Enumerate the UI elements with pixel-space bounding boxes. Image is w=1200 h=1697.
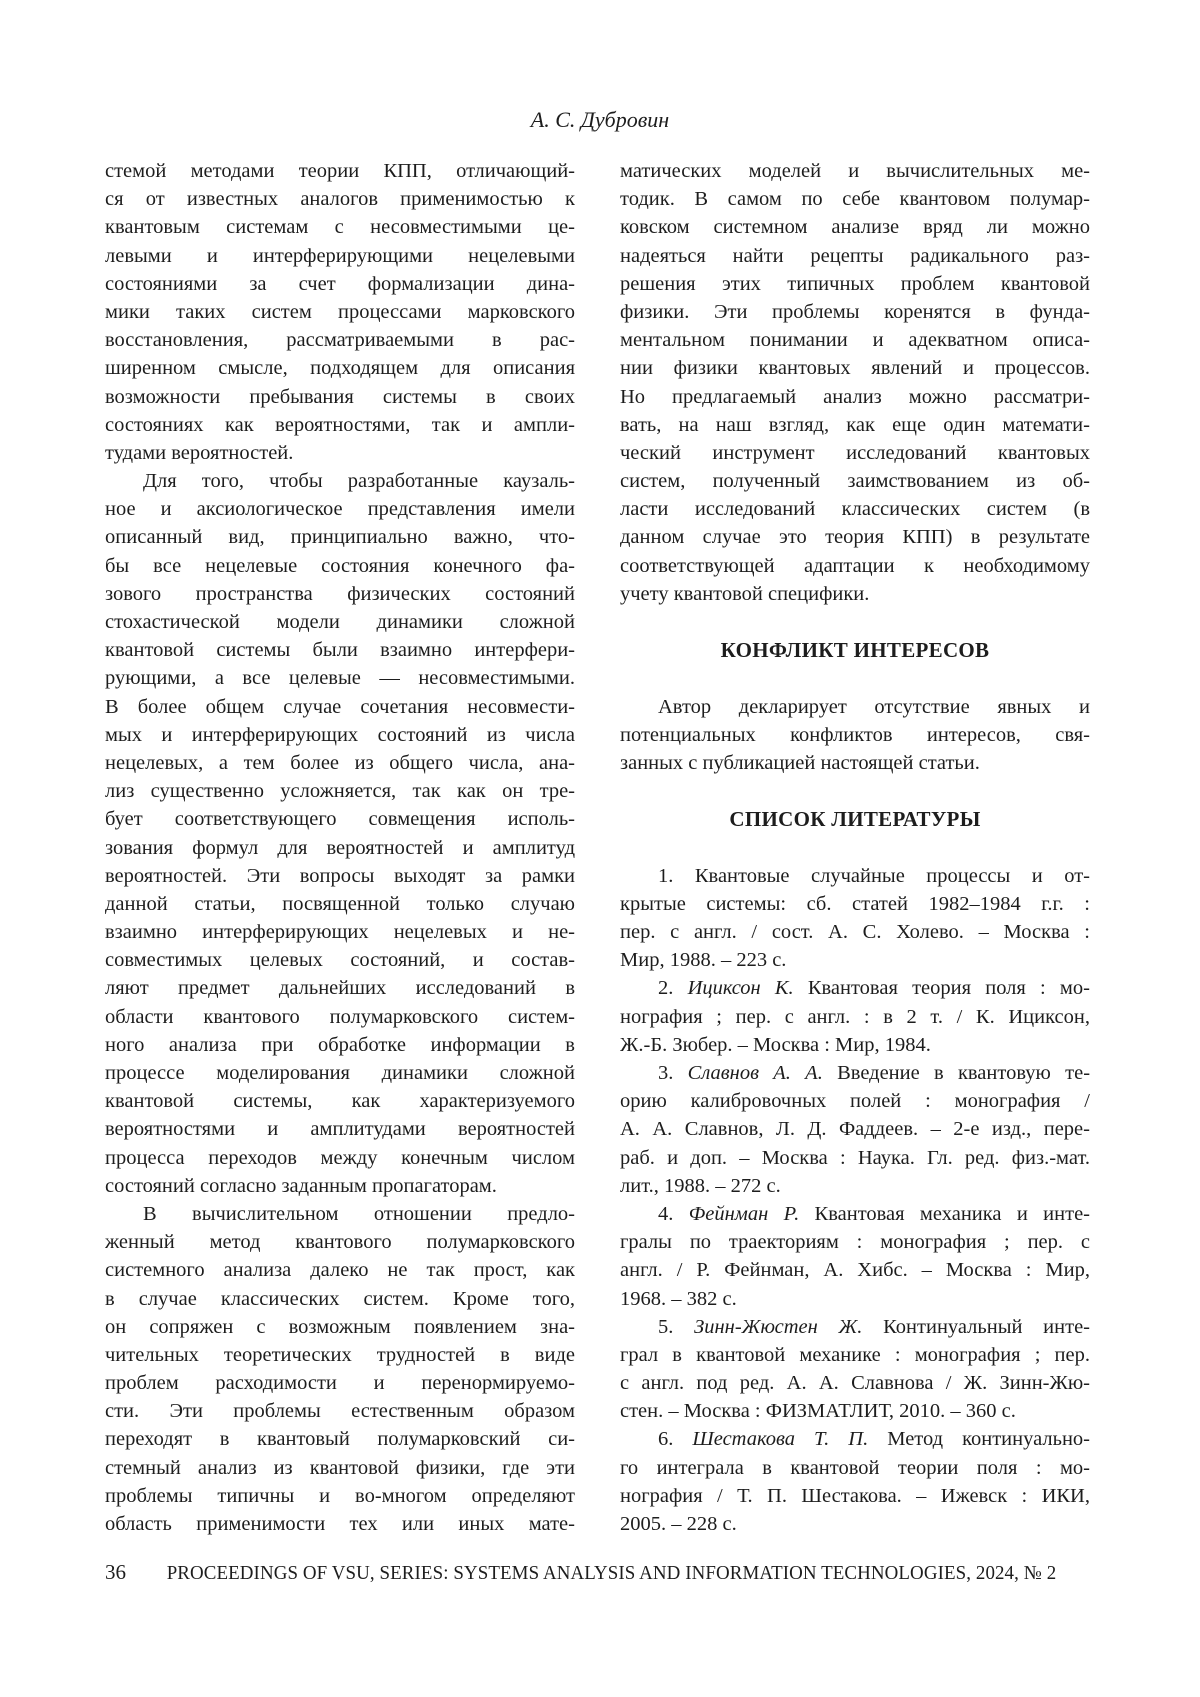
text-segment: процесса переходов между конечным числом (105, 1146, 575, 1169)
text-line (620, 1313, 1090, 1341)
reference-author: Шестакова Т. П. (692, 1428, 869, 1451)
text-segment: ковском системном анализе вряд ли можно (620, 216, 1090, 239)
text-segment: учету квантовой специфики. (620, 582, 870, 605)
left-text-column (105, 157, 575, 1538)
reference-item (620, 1425, 1090, 1538)
section-heading: СПИСОК ЛИТЕРАТУРЫ (729, 807, 981, 832)
text-segment: Ж.-Б. Зюбер. – Москва : Мир, 1984. (620, 1033, 931, 1056)
text-segment: нография ; пер. с англ. : в 2 т. / К. Ициксон, (620, 1005, 1090, 1028)
text-segment: мых и интерферирующих состояний из числа (105, 723, 575, 746)
text-line (620, 693, 1090, 721)
text-segment: восстановления, рассматриваемыми в рас- (105, 329, 575, 352)
text-segment: состояниях как вероятностями, так и ампли- (105, 413, 575, 436)
text-line (105, 918, 575, 946)
text-line (620, 1425, 1090, 1453)
paragraph (105, 467, 575, 1200)
text-line (620, 1200, 1090, 1228)
text-segment: рующими, а все целевые — несовместимыми. (105, 667, 575, 690)
text-segment: решения этих типичных проблем квантовой (620, 272, 1090, 295)
text-segment: стохастической модели динамики сложной (105, 611, 575, 633)
text-segment: крытые системы: сб. статей 1982–1984 г.г. : (620, 892, 1090, 915)
text-line (620, 523, 1090, 551)
text-segment: квантовой системы были взаимно интерфери- (105, 639, 575, 662)
text-segment: ляют предмет дальнейших исследований в (105, 977, 575, 1000)
text-line (105, 1003, 575, 1031)
text-segment: А. А. Славнов, Л. Д. Фаддеев. – 2-е изд., пере- (620, 1118, 1090, 1141)
text-segment: соответствующей адаптации к необходимому (620, 554, 1090, 577)
text-line (620, 1115, 1090, 1143)
text-line (620, 890, 1090, 918)
text-line (105, 495, 575, 523)
text-segment: матических моделей и вычислительных ме- (620, 160, 1090, 182)
text-segment: 2005. – 228 с. (620, 1513, 737, 1535)
text-segment: сти. Эти проблемы естественным образом (105, 1400, 575, 1423)
text-line (105, 1285, 575, 1313)
text-segment: тудами вероятностей. (105, 441, 294, 464)
text-line (105, 552, 575, 580)
text-line (105, 383, 575, 411)
text-segment: области квантового полумарковского систем- (105, 1005, 575, 1028)
text-line (620, 354, 1090, 382)
text-line (105, 242, 575, 270)
text-segment: состояний согласно заданным пропагаторам. (105, 1174, 497, 1197)
text-segment: с англ. под ред. А. А. Славнова / Ж. Зинн-Жю- (620, 1372, 1090, 1395)
text-line (105, 1482, 575, 1510)
text-segment: раб. и доп. – Москва : Наука. Гл. ред. физ.-мат. (620, 1146, 1090, 1169)
text-line (105, 974, 575, 1002)
text-line (105, 1313, 575, 1341)
text-line (105, 298, 575, 326)
text-line (620, 1510, 1090, 1538)
journal-title-line: PROCEEDINGS OF VSU, SERIES: SYSTEMS ANALYSIS AND INFORMATION TECHNOLOGIES, 2024, № 2 (166, 1563, 1057, 1584)
right-text-column (620, 157, 1090, 1538)
text-segment: Метод континуально- (868, 1428, 1090, 1451)
text-line (620, 749, 1090, 777)
text-segment: зового пространства физических состояний (105, 582, 575, 605)
reference-item (620, 974, 1090, 1059)
text-line (620, 467, 1090, 495)
text-segment: Автор декларирует отсутствие явных и (658, 695, 1090, 718)
paragraph (620, 693, 1090, 778)
text-segment: В вычислительном отношении предло- (143, 1202, 575, 1225)
text-line (105, 354, 575, 382)
text-segment: го интеграла в квантовой теории поля : мо- (620, 1456, 1090, 1479)
text-line (620, 1228, 1090, 1256)
text-segment: в случае классических систем. Кроме того, (105, 1287, 575, 1310)
text-line (105, 890, 575, 918)
text-line (105, 157, 575, 185)
text-segment: 1968. – 382 с. (620, 1287, 737, 1310)
text-segment: 5. (658, 1315, 695, 1338)
text-line (105, 693, 575, 721)
reference-item (620, 862, 1090, 975)
reference-item (620, 1313, 1090, 1426)
reference-author: Фейнман Р. (688, 1202, 800, 1225)
text-segment: Но предлагаемый анализ можно рассматри- (620, 385, 1090, 408)
text-segment: левыми и интерферирующими нецелевыми (105, 244, 575, 267)
text-line (620, 862, 1090, 890)
text-segment: потенциальных конфликтов интересов, свя- (620, 723, 1090, 746)
paragraph (620, 157, 1090, 608)
text-line (105, 411, 575, 439)
text-segment: стемный анализ из квантовой физики, где эти (105, 1456, 575, 1479)
text-segment: ширенном смысле, подходящем для описания (105, 357, 575, 380)
text-line (105, 946, 575, 974)
text-segment: зования формул для вероятностей и амплитуд (105, 836, 575, 859)
text-line (105, 1425, 575, 1453)
text-segment: чительных теоретических трудностей в виде (105, 1343, 575, 1366)
text-line (105, 1369, 575, 1397)
text-segment: совместимых целевых состояний, и состав- (105, 949, 575, 972)
text-segment: состояниями за счет формализации дина- (105, 272, 575, 295)
text-line (620, 326, 1090, 354)
text-line (620, 1397, 1090, 1425)
text-segment: 3. (658, 1062, 688, 1084)
text-segment: квантовым системам с несовместимыми це- (105, 216, 575, 239)
text-line (105, 1256, 575, 1284)
text-segment: переходят в квантовый полумарковский си- (105, 1428, 575, 1451)
text-segment: проблем расходимости и перенормируемо- (105, 1372, 575, 1395)
text-segment: ческий инструмент исследований квантовых (620, 441, 1090, 464)
text-segment: физики. Эти проблемы коренятся в фунда- (620, 300, 1090, 323)
text-segment: тодик. В самом по себе квантовом полумар- (620, 188, 1090, 211)
text-line (105, 1200, 575, 1228)
text-line (105, 862, 575, 890)
text-line (105, 1454, 575, 1482)
text-line (620, 1059, 1090, 1087)
text-line (105, 1172, 575, 1200)
text-segment: процессе моделирования динамики сложной (105, 1062, 575, 1084)
text-line (105, 664, 575, 692)
text-line (620, 213, 1090, 241)
text-line (620, 1285, 1090, 1313)
reference-author: Славнов А. А. (687, 1062, 823, 1084)
text-line (620, 1256, 1090, 1284)
page-footer (105, 1560, 1097, 1585)
text-line (105, 439, 575, 467)
text-line (105, 749, 575, 777)
text-line (105, 270, 575, 298)
text-line (620, 242, 1090, 270)
text-line (620, 1369, 1090, 1397)
text-segment: бует соответствующего совмещения исполь- (105, 808, 575, 831)
text-line (620, 1031, 1090, 1059)
text-segment: данном случае это теория КПП) в результате (620, 526, 1090, 549)
text-segment: область применимости тех или иных мате- (105, 1513, 575, 1535)
text-segment: нография / Т. П. Шестакова. – Ижевск : ИКИ, (620, 1484, 1090, 1507)
text-line (620, 552, 1090, 580)
text-line (620, 157, 1090, 185)
text-line (620, 411, 1090, 439)
text-segment: квантовой системы, как характеризуемого (105, 1090, 575, 1113)
text-line (620, 1341, 1090, 1369)
text-line (620, 1482, 1090, 1510)
text-segment: ного анализа при обработке информации в (105, 1033, 575, 1056)
text-line (620, 1144, 1090, 1172)
text-segment: стен. – Москва : ФИЗМАТЛИТ, 2010. – 360 с. (620, 1400, 1016, 1423)
text-segment: ласти исследований классических систем (в (620, 498, 1090, 521)
text-line (105, 1510, 575, 1538)
text-line (620, 185, 1090, 213)
text-line (105, 1087, 575, 1115)
text-segment: грал в квантовой механике : монография ; пер. (620, 1343, 1090, 1366)
text-segment: пер. с англ. / сост. А. С. Холево. – Москва : (620, 921, 1090, 944)
text-segment: Для того, чтобы разработанные каузаль- (143, 470, 575, 493)
text-segment: ся от известных аналогов применимостью к (105, 188, 575, 211)
text-segment: женный метод квантового полумарковского (105, 1231, 575, 1254)
text-segment: вать, на наш взгляд, как еще один математи- (620, 413, 1090, 436)
section-heading: КОНФЛИКТ ИНТЕРЕСОВ (720, 638, 990, 663)
text-line (105, 1228, 575, 1256)
text-segment: ное и аксиологическое представления имели (105, 498, 575, 521)
text-line (620, 439, 1090, 467)
text-segment: лиз существенно усложняется, так как он тре- (105, 780, 575, 803)
text-segment: проблемы типичны и во-многом определяют (105, 1484, 575, 1507)
text-segment: мики таких систем процессами марковского (105, 300, 575, 323)
text-line (105, 326, 575, 354)
text-line (620, 1172, 1090, 1200)
text-line (105, 185, 575, 213)
text-line (105, 834, 575, 862)
text-line (105, 467, 575, 495)
text-segment: вероятностями и амплитудами вероятностей (105, 1118, 575, 1141)
text-line (105, 1144, 575, 1172)
text-segment: данной статьи, посвященной только случаю (105, 892, 575, 915)
text-line (105, 1115, 575, 1143)
text-line (620, 383, 1090, 411)
text-segment: гралы по траекториям : монография ; пер. с (620, 1231, 1090, 1254)
reference-author: Ициксон К. (687, 977, 794, 1000)
text-segment: Континуальный инте- (862, 1315, 1090, 1338)
text-line (105, 580, 575, 608)
text-line (620, 1003, 1090, 1031)
text-segment: он сопряжен с возможным появлением зна- (105, 1315, 575, 1338)
text-line (620, 270, 1090, 298)
reference-item (620, 1200, 1090, 1313)
reference-author: Зинн-Жюстен Ж. (694, 1315, 863, 1338)
text-line (105, 1031, 575, 1059)
text-segment: лит., 1988. – 272 с. (620, 1174, 781, 1197)
text-line (620, 946, 1090, 974)
text-segment: возможности пребывания системы в своих (105, 385, 575, 408)
text-segment: орию калибровочных полей : монография / (620, 1090, 1090, 1113)
paragraph (105, 1200, 575, 1538)
text-segment: Мир, 1988. – 223 с. (620, 949, 787, 972)
text-line (105, 721, 575, 749)
text-segment: систем, полученный заимствованием из об- (620, 470, 1090, 493)
text-segment: Квантовая механика и инте- (799, 1202, 1090, 1225)
text-segment: взаимно интерферирующих нецелевых и не- (105, 921, 575, 944)
text-line (105, 1059, 575, 1087)
reference-item (620, 1059, 1090, 1200)
text-segment: описанный вид, принципиально важно, что- (105, 526, 575, 549)
text-line (620, 918, 1090, 946)
running-head-author: А. С. Дубровин (530, 107, 670, 132)
text-line (620, 1087, 1090, 1115)
text-segment: 4. (658, 1202, 689, 1225)
text-line (105, 1397, 575, 1425)
text-line (105, 777, 575, 805)
text-line (620, 580, 1090, 608)
text-segment: системного анализа далеко не так прост, как (105, 1259, 575, 1282)
text-segment: ментальном понимании и адекватном описа- (620, 329, 1090, 352)
text-segment: 1. Квантовые случайные процессы и от- (658, 864, 1090, 887)
text-line (620, 495, 1090, 523)
text-line (620, 298, 1090, 326)
text-segment: нии физики квантовых явлений и процессов. (620, 357, 1090, 380)
text-line (105, 608, 575, 636)
text-segment: Введение в квантовую те- (822, 1062, 1090, 1084)
text-line (105, 805, 575, 833)
text-line (105, 523, 575, 551)
paragraph (105, 157, 575, 467)
text-line (105, 636, 575, 664)
text-segment: вероятностей. Эти вопросы выходят за рамки (105, 864, 575, 887)
text-segment: В более общем случае сочетания несовмести- (105, 695, 575, 718)
page-number: 36 (105, 1560, 126, 1584)
text-segment: бы все нецелевые состояния конечного фа- (105, 554, 575, 577)
text-segment: англ. / Р. Фейнман, А. Хибс. – Москва : Мир, (620, 1259, 1090, 1282)
text-line (620, 1454, 1090, 1482)
text-segment: стемой методами теории КПП, отличающий- (105, 160, 575, 182)
text-line (105, 213, 575, 241)
text-line (105, 1341, 575, 1369)
text-segment: 6. (658, 1428, 693, 1451)
text-segment: Квантовая теория поля : мо- (793, 977, 1090, 1000)
text-segment: нецелевых, а тем более из общего числа, ана- (105, 751, 575, 774)
text-segment: 2. (658, 977, 688, 1000)
text-line (620, 974, 1090, 1002)
text-segment: надеяться найти рецепты радикального раз- (620, 244, 1090, 267)
text-segment: занных с публикацией настоящей статьи. (620, 751, 980, 774)
text-line (620, 721, 1090, 749)
